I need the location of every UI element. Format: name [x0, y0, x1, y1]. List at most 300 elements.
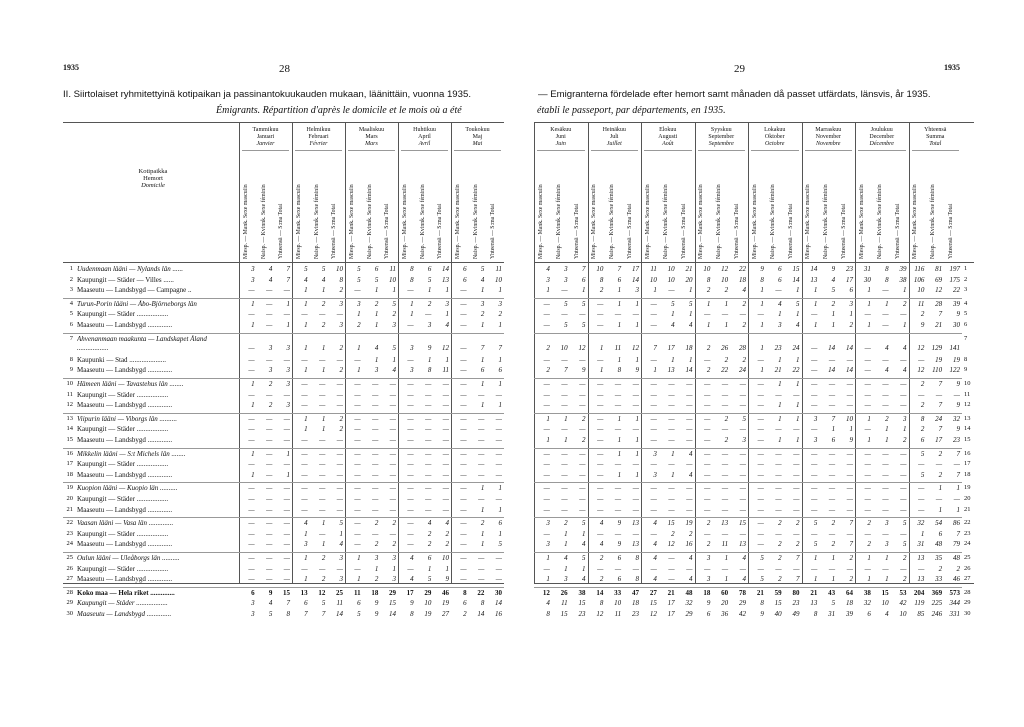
cell-value: — [319, 564, 326, 573]
subcolumn-header: Miesp. — Mank. Sexe masculin [858, 184, 865, 259]
cell-value: 1 [867, 299, 871, 308]
cell-value: — [846, 355, 853, 364]
cell-value: — [319, 470, 326, 479]
cell-value: 1 [498, 380, 502, 388]
cell-value: — [918, 564, 925, 573]
cell-value: 14 [828, 344, 836, 353]
cell-value: 1 [831, 310, 836, 319]
table-row [534, 414, 971, 425]
cell-value: 1 [885, 436, 889, 444]
cell-value: 11 [561, 599, 568, 608]
cell-value: 1 [357, 344, 361, 353]
cell-value: — [283, 575, 290, 584]
cell-value: 3 [742, 436, 746, 444]
cell-value: — [811, 484, 818, 493]
cell-value: — [389, 529, 396, 538]
cell-value: 1 [778, 310, 782, 319]
cell-value: 23 [631, 610, 639, 618]
table-row [534, 505, 971, 516]
cell-value: 24 [935, 414, 943, 423]
cell-value: 2 [546, 366, 550, 375]
cell-value: — [354, 540, 361, 549]
cell-value: 20 [721, 599, 729, 608]
month-header [345, 127, 398, 148]
cell-value: — [757, 436, 764, 444]
cell-value: 28 [935, 299, 943, 308]
cell-value: — [900, 460, 907, 469]
cell-value: 3 [849, 299, 853, 308]
cell-value: — [828, 470, 836, 479]
cell-value: — [668, 390, 675, 399]
cell-value: 1 [795, 355, 800, 364]
cell-value: — [579, 425, 586, 434]
cell-value: 8 [760, 275, 764, 284]
cell-value: — [543, 380, 550, 388]
cell-value: 35 [935, 554, 943, 562]
cell-value: 369 [931, 588, 943, 597]
cell-value: 1 [546, 436, 550, 444]
cell-value: 2 [920, 380, 925, 388]
cell-value: — [319, 310, 326, 319]
cell-value: — [811, 505, 818, 514]
cell-value: 3 [339, 554, 343, 562]
cell-value: — [460, 460, 467, 469]
cell-value: — [372, 436, 379, 444]
cell-value: — [900, 495, 907, 503]
cell-value: — [283, 484, 290, 493]
cell-value: — [864, 344, 871, 353]
cell-value: 1 [498, 505, 502, 514]
cell-value: 23 [952, 436, 960, 444]
year-left: 1935 [63, 63, 79, 72]
cell-value: 1 [321, 286, 326, 295]
cell-value: 4 [885, 610, 889, 618]
cell-value: 2 [339, 425, 343, 434]
cell-value: 1 [427, 355, 432, 364]
cell-value: 46 [952, 575, 960, 584]
stub-header-fi: Kotipaikka [138, 168, 168, 175]
table-row [63, 379, 504, 390]
cell-value: 5 [427, 275, 432, 284]
cell-value: — [597, 505, 604, 514]
cell-value: — [283, 554, 290, 562]
cell-value: 5 [581, 519, 586, 528]
row-label: Maaseutu — Landsbygd .............. [77, 470, 173, 479]
cell-value: — [668, 575, 675, 584]
cell-value: — [407, 495, 414, 503]
cell-value: 33 [614, 588, 622, 597]
cell-value: 1 [617, 286, 622, 295]
cell-value: 1 [795, 286, 800, 295]
cell-value: 22 [738, 265, 746, 273]
cell-value: 5 [564, 321, 568, 329]
cell-value: — [721, 460, 729, 469]
cell-value: — [632, 390, 639, 399]
cell-value: 1 [885, 554, 889, 562]
cell-value: — [460, 355, 467, 364]
cell-value: 1 [867, 436, 871, 444]
cell-value: 1 [599, 344, 604, 353]
cell-value: 1 [304, 344, 308, 353]
table-row [534, 320, 968, 331]
cell-value: — [614, 380, 622, 388]
cell-value: 64 [845, 588, 853, 597]
cell-value: 2 [742, 321, 746, 329]
cell-value: 30 [494, 588, 502, 597]
month-name-sv: April [418, 134, 431, 140]
cell-value: 4 [410, 575, 414, 584]
cell-value: — [775, 495, 782, 503]
cell-value: — [372, 414, 379, 423]
cell-value: 8 [410, 610, 414, 618]
cell-value: 1 [480, 380, 485, 388]
cell-value: — [442, 460, 449, 469]
cell-value: — [739, 425, 746, 434]
cell-value: — [248, 436, 255, 444]
cell-value: — [900, 564, 907, 573]
cell-value: 4 [427, 519, 432, 528]
cell-value: 2 [867, 519, 871, 528]
cell-value: 1 [831, 321, 836, 329]
cell-value: 11 [650, 265, 657, 273]
row-number: 30 [964, 610, 971, 617]
cell-value: 2 [268, 380, 273, 388]
cell-value: 12 [441, 344, 449, 353]
row-label: Maaseutu — Landsbygd .............. [77, 610, 172, 618]
cell-value: 85 [917, 610, 925, 618]
cell-value: — [354, 380, 361, 388]
cell-value: 10 [667, 265, 675, 273]
cell-value: 5 [498, 540, 502, 549]
cell-value: 1 [445, 355, 449, 364]
cell-value: 5 [480, 265, 485, 273]
cell-value: 8 [546, 610, 550, 618]
cell-value: — [425, 414, 432, 423]
cell-value: — [793, 449, 800, 458]
cell-value: 14 [810, 265, 818, 273]
cell-value: 32 [863, 599, 871, 608]
cell-value: 1 [938, 505, 943, 514]
cell-value: 1 [813, 554, 818, 562]
cell-value: — [757, 414, 764, 423]
cell-value: 4 [795, 321, 800, 329]
cell-value: — [283, 286, 290, 295]
cell-value: — [460, 414, 467, 423]
row-number: 11 [964, 390, 971, 398]
cell-value: 3 [286, 366, 290, 375]
cell-value: — [632, 401, 639, 410]
cell-value: 1 [635, 449, 639, 458]
cell-value: — [407, 355, 414, 364]
cell-value: 15 [792, 265, 800, 273]
cell-value: 3 [427, 321, 432, 329]
cell-value: — [248, 414, 255, 423]
subcolumn-header: Miesp. — Mank. Sexe masculin [912, 184, 919, 259]
cell-value: 29 [388, 588, 396, 597]
row-number: 29 [964, 599, 971, 607]
cell-value: — [460, 344, 467, 353]
cell-value: — [407, 470, 414, 479]
cell-value: 1 [445, 286, 449, 295]
cell-value: — [442, 425, 449, 434]
cell-value: — [283, 355, 290, 364]
cell-value: 7 [581, 265, 586, 273]
cell-value: — [336, 460, 343, 469]
cell-value: — [266, 299, 273, 308]
cell-value: — [266, 436, 273, 444]
cell-value: 54 [935, 519, 943, 528]
cell-value: 1 [357, 575, 361, 584]
cell-value: 1 [251, 299, 255, 308]
cell-value: — [425, 390, 432, 399]
month-name-fi: Kesäkuu [550, 127, 572, 133]
cell-value: 1 [653, 286, 657, 295]
cell-value: 1 [581, 564, 586, 573]
cell-value: 4 [581, 540, 586, 549]
cell-value: 3 [392, 321, 396, 329]
cell-value: 17 [667, 599, 675, 608]
subcolumn-header: Miesp. — Mank. Sexe masculin [751, 184, 758, 259]
cell-value: 2 [671, 529, 675, 538]
cell-value: — [757, 310, 764, 319]
cell-value: 122 [949, 366, 960, 375]
cell-value: — [407, 436, 414, 444]
cell-value: 3 [653, 449, 657, 458]
cell-value: 4 [546, 265, 550, 273]
table-row [534, 309, 968, 320]
cell-value: — [248, 529, 255, 538]
cell-value: 6 [251, 588, 255, 597]
row-number: 26 [964, 564, 971, 572]
row-label: Maaseutu — Landsbygd .............. [77, 505, 173, 514]
cell-value: — [407, 321, 414, 329]
cell-value: — [828, 449, 836, 458]
cell-value: — [721, 401, 729, 410]
cell-value: 2 [849, 321, 853, 329]
cell-value: 5 [813, 519, 818, 528]
table-row [63, 414, 504, 425]
cell-value: 15 [738, 519, 746, 528]
cell-value: — [354, 414, 361, 423]
month-header [855, 127, 909, 148]
cell-value: — [579, 484, 586, 493]
cell-value: — [686, 460, 693, 469]
month-name-sv: Juli [609, 134, 619, 140]
cell-value: — [704, 390, 711, 399]
cell-value: 175 [949, 275, 960, 284]
cell-value: — [425, 380, 432, 388]
cell-value: — [319, 495, 326, 503]
table-row [534, 470, 971, 481]
table-row [63, 449, 504, 460]
table-row [534, 435, 971, 446]
subcolumn-header: Naisp. — Kvinnk. Sexe féminin [716, 184, 723, 259]
cell-value: — [248, 540, 255, 549]
month-underline [295, 150, 342, 151]
cell-value: — [372, 460, 379, 469]
cell-value: — [460, 380, 467, 388]
cell-value: 46 [441, 588, 449, 597]
cell-value: 1 [410, 299, 414, 308]
cell-value: 11 [495, 265, 502, 273]
cell-value: — [757, 401, 764, 410]
cell-value: 4 [831, 275, 836, 284]
cell-value: — [579, 355, 586, 364]
cell-value: 7 [831, 414, 836, 423]
cell-value: — [668, 436, 675, 444]
cell-value: 12 [667, 540, 675, 549]
cell-value: — [543, 401, 550, 410]
cell-value: — [846, 564, 853, 573]
cell-value: — [543, 310, 550, 319]
cell-value: 197 [949, 265, 960, 273]
cell-value: — [811, 390, 818, 399]
cell-value: — [900, 310, 907, 319]
subcolumn-header: Yhteensä — S:ma Total [384, 203, 391, 259]
cell-value: — [266, 414, 273, 423]
cell-value: — [721, 380, 729, 388]
cell-value: 1 [617, 414, 622, 423]
cell-value: 79 [952, 540, 960, 549]
cell-value: — [372, 495, 379, 503]
cell-value: 3 [653, 470, 657, 479]
row-label: Hämeen lääni — Tavastehus län ........ [77, 380, 184, 388]
cell-value: 1 [546, 414, 550, 423]
cell-value: 1 [304, 575, 308, 584]
cell-value: 2 [392, 310, 396, 319]
cell-value: — [266, 425, 273, 434]
row-label: Turun-Porin lääni — Åbo-Björneborgs län [77, 299, 197, 308]
row-number: 14 [66, 425, 73, 433]
cell-value: 1 [304, 425, 308, 434]
cell-value: 13 [917, 575, 925, 584]
table-row [63, 334, 504, 355]
month-name-fr: Septembre [708, 141, 734, 147]
cell-value: 4 [653, 519, 657, 528]
cell-value: — [668, 460, 675, 469]
cell-value: — [283, 540, 290, 549]
cell-value: — [775, 529, 782, 538]
cell-value: — [442, 436, 449, 444]
cell-value: — [354, 401, 361, 410]
cell-value: 1 [546, 286, 550, 295]
cell-value: 13 [738, 540, 746, 549]
cell-value: 18 [371, 588, 379, 597]
cell-value: — [319, 436, 326, 444]
row-number: 2 [964, 275, 968, 283]
cell-value: — [266, 460, 273, 469]
cell-value: 2 [724, 436, 729, 444]
cell-value: 1 [617, 470, 622, 479]
month-name-fi: Lokakuu [764, 127, 786, 133]
cell-value: — [319, 460, 326, 469]
cell-value: 5 [268, 610, 273, 618]
cell-value: 3 [564, 575, 568, 584]
cell-value: 13 [300, 588, 308, 597]
cell-value: 3 [546, 540, 550, 549]
table-subtitle-right: établi le passeport, par départements, en 1935. [537, 105, 726, 116]
cell-value: 4 [653, 540, 657, 549]
table-row [534, 299, 968, 310]
cell-value: — [739, 401, 746, 410]
cell-value: — [721, 529, 729, 538]
cell-value: — [478, 495, 485, 503]
cell-value: 9 [427, 344, 432, 353]
cell-value: — [579, 449, 586, 458]
cell-value: 1 [688, 310, 693, 319]
cell-value: 16 [494, 610, 502, 618]
cell-value: — [650, 529, 657, 538]
cell-value: 3 [498, 299, 502, 308]
cell-value: — [543, 390, 550, 399]
cell-value: — [336, 401, 343, 410]
cell-value: — [757, 529, 764, 538]
cell-value: 2 [480, 310, 485, 319]
cell-value: — [372, 449, 379, 458]
cell-value: 1 [724, 299, 729, 308]
subcolumn-header: Yhteensä — S:ma Total [278, 203, 285, 259]
cell-value: 2 [599, 286, 604, 295]
cell-value: 48 [935, 540, 943, 549]
cell-value: — [460, 505, 467, 514]
month-name-fr: Août [662, 141, 674, 147]
cell-value: — [686, 564, 693, 573]
cell-value: — [407, 449, 414, 458]
cell-value: 9 [956, 380, 960, 388]
cell-value: 2 [498, 310, 502, 319]
cell-value: — [811, 495, 818, 503]
cell-value: — [301, 505, 308, 514]
cell-value: 7 [849, 519, 853, 528]
cell-value: — [614, 564, 622, 573]
cell-value: — [632, 425, 639, 434]
table-row [534, 539, 971, 550]
cell-value: 9 [617, 540, 622, 549]
cell-value: — [614, 390, 622, 399]
cell-value: 2 [795, 519, 800, 528]
cell-value: — [900, 355, 907, 364]
cell-value: 4 [480, 275, 485, 284]
cell-value: 5 [357, 275, 361, 284]
cell-value: — [248, 484, 255, 493]
cell-value: 31 [863, 265, 871, 273]
cell-value: 246 [931, 610, 943, 618]
cell-value: — [407, 519, 414, 528]
cell-value: — [372, 470, 379, 479]
cell-value: 1 [357, 366, 361, 375]
cell-value: — [597, 310, 604, 319]
cell-value: — [918, 355, 925, 364]
cell-value: 23 [845, 265, 853, 273]
month-name-fr: Juin [555, 141, 566, 147]
cell-value: 3 [392, 575, 396, 584]
cell-value: 2 [831, 299, 836, 308]
cell-value: 2 [268, 401, 273, 410]
cell-value: 2 [581, 414, 586, 423]
cell-value: 3 [885, 540, 889, 549]
row-number: 7 [69, 334, 73, 342]
cell-value: 1 [885, 575, 889, 584]
cell-value: 2 [445, 540, 449, 549]
cell-value: 8 [480, 599, 485, 608]
cell-value: — [495, 495, 502, 503]
cell-value: — [266, 310, 273, 319]
cell-value: — [283, 564, 290, 573]
cell-value: — [704, 564, 711, 573]
cell-value: — [460, 286, 467, 295]
cell-value: 106 [913, 275, 925, 284]
cell-value: — [811, 355, 818, 364]
